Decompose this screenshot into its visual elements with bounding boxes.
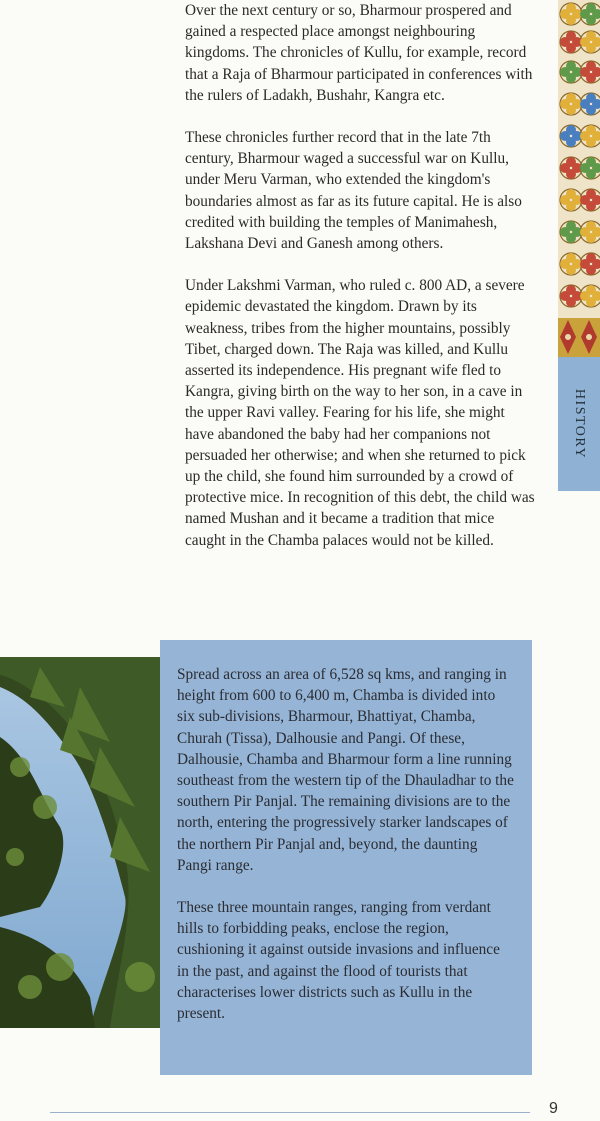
info-paragraph-divisions: Spread across an area of 6,528 sq kms, and ranging in height from 600 to 6,400 m, Chamba is divided into six sub-divisions, Bharmour, Bhattiyat, Chamba, Churah (Tissa), Dalhousie and Pangi. Of these, Dalhousie, Chamba and Bharmour form a line running southeast from the western tip of the Dhauladhar to the southern Pir Panjal. The remaining divisions are to the north, entering the progressively starker landscapes of the northern Pir Panjal and, beyond, the daunting Pangi range. bbox=[177, 666, 514, 874]
floral-border-ornament bbox=[558, 0, 600, 357]
info-box-geography bbox=[160, 640, 532, 1075]
info-paragraph-mountain-ranges: These three mountain ranges, ranging from verdant hills to forbidding peaks, enclose the region, cushioning it against outside invasions and influence in the past, and against the flood of tourists that characterises lower districts such as Kullu in the present. bbox=[177, 899, 500, 1023]
section-tab-history bbox=[558, 357, 600, 491]
page-number: 9 bbox=[549, 1100, 558, 1117]
paragraph-chronicles-war: These chronicles further record that in the late 7th century, Bharmour waged a successful war on Kullu, under Meru Varman, who extended the kingdom's boundaries almost as far as its future capital. He is also credited with building the temples of Manimahesh, Lakshana Devi and Ganesh among others. bbox=[185, 129, 522, 253]
main-text-column bbox=[185, 0, 537, 572]
section-tab-label: HISTORY bbox=[572, 388, 587, 460]
forest-photo bbox=[0, 657, 160, 1028]
footer-rule bbox=[50, 1112, 530, 1113]
paragraph-bharmour-prosperity: Over the next century or so, Bharmour prospered and gained a respected place amongst neighbouring kingdoms. The chronicles of Kullu, for example, record that a Raja of Bharmour participated in conferences with the rulers of Ladakh, Bushahr, Kangra etc. bbox=[185, 2, 533, 104]
paragraph-lakshmi-varman: Under Lakshmi Varman, who ruled c. 800 AD, a severe epidemic devastated the kingdom. Drawn by its weakness, tribes from the higher mountains, possibly Tibet, charged down. The Raja was killed, and Kullu asserted its independence. His pregnant wife fled to Kangra, giving birth on the way to her son, in a cave in the upper Ravi valley. Fearing for his life, she might have abandoned the baby had her companions not persuaded her otherwise; and when she returned to pick up the child, she found him surrounded by a crowd of protective mice. In recognition of this debt, the child was named Mushan and it became a tradition that mice caught in the Chamba palaces would not be killed. bbox=[185, 277, 535, 549]
